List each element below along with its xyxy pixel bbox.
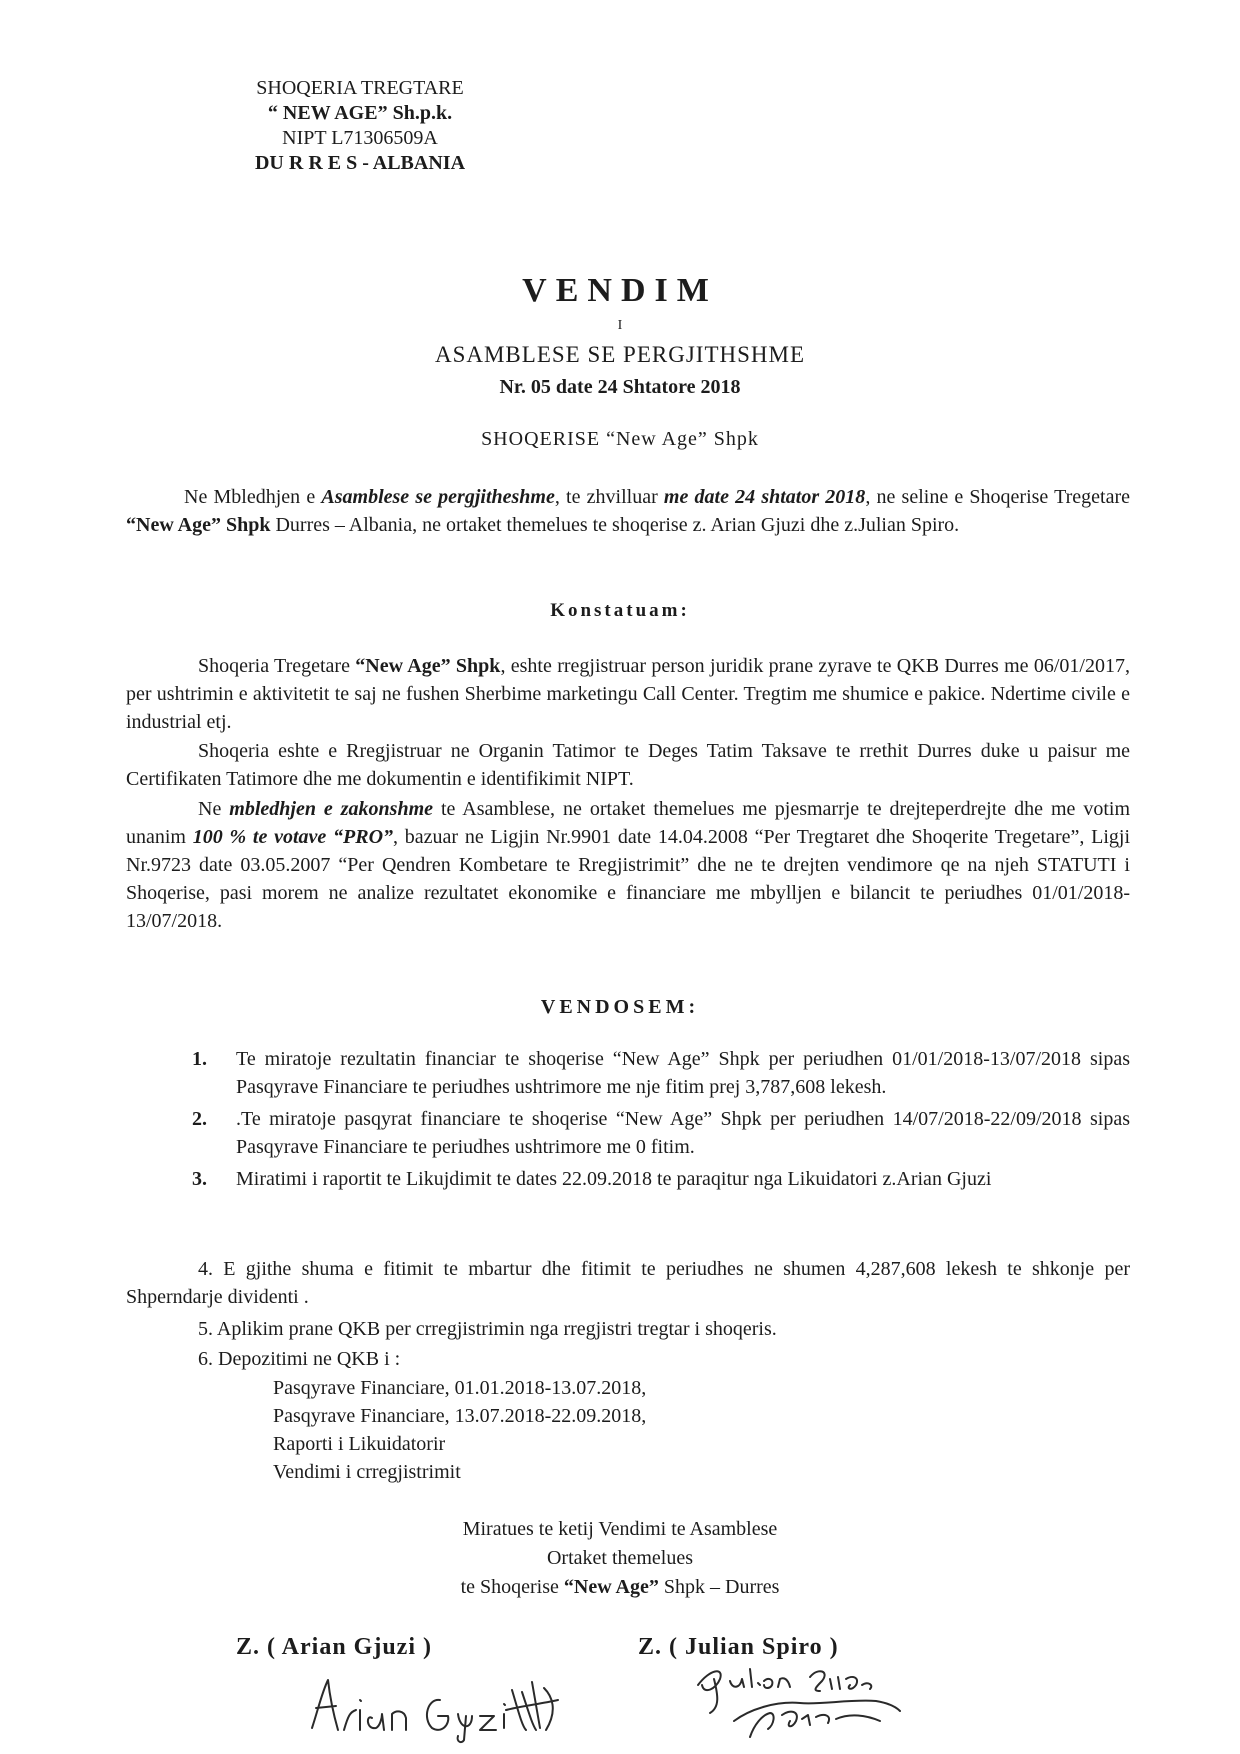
closing-text-c: Shpk – Durres <box>658 1576 780 1598</box>
intro-date: me date 24 shtator 2018 <box>663 486 866 508</box>
decision-item-4: 4. E gjithe shuma e fitimit te mbartur dhe fitimit te periudhes ne shumen 4,287,608 lekesh te shkonje per Shperndarje dividenti . <box>126 1258 1130 1308</box>
deposit-item: Pasqyrave Financiare, 01.01.2018-13.07.2018, <box>273 1377 647 1399</box>
decision-item-text: Miratimi i raportit te Likujdimit te dates 22.09.2018 te paraqitur nga Likuidatori z.Arian Gjuzi <box>236 1168 992 1190</box>
header-line-company-name: “ NEW AGE” Sh.p.k. <box>267 102 453 124</box>
decision-item-text: Te miratoje rezultatin financiar te shoqerise “New Age” Shpk per periudhen 01/01/2018-13/07/2018 sipas Pasqyrave Financiare te periudhes ushtrimore me nje fitim prej 3,787,608 lekesh. <box>236 1048 1130 1098</box>
company-line: SHOQERISE “New Age” Shpk <box>481 428 759 450</box>
k1-text-a: Shoqeria Tregetare <box>198 655 356 677</box>
konstatuam-paragraph-2: Shoqeria eshte e Rregjistruar ne Organin Tatimor te Deges Tatim Taksave te rrethit Durres duke u paisur me Certifikaten Tatimore dhe me dokumentin e identifikimit NIPT. <box>126 740 1130 790</box>
intro-paragraph <box>126 483 1130 539</box>
intro-company: “New Age” Shpk <box>126 514 271 536</box>
document-subtitle: ASAMBLESE SE PERGJITHSHME <box>434 342 806 367</box>
decision-item-number: 1. <box>192 1048 207 1070</box>
intro-text-1: Ne Mbledhjen e <box>184 486 322 508</box>
decision-item-5: 5. Aplikim prane QKB per crregjistrimin nga rregjistri tregtar i shoqeris. <box>198 1318 777 1340</box>
k3-votes: 100 % te votave “PRO” <box>192 826 394 848</box>
closing-line-3 <box>0 1572 1240 1602</box>
k3-text-c: te Asamblese, ne ortaket themelues me pjesmarrje te drejteperdrejte dhe me votim unanim <box>126 798 1131 848</box>
decision-item-6: 6. Depozitimi ne QKB i : <box>198 1348 401 1370</box>
decision-item <box>192 1105 1130 1161</box>
section-heading-konstatuam: Konstatuam: <box>550 600 690 621</box>
signature-arian-gjuzi <box>300 1670 600 1745</box>
title-connector: I <box>617 318 623 333</box>
section-heading-vendosem: VENDOSEM: <box>540 996 700 1018</box>
closing-text-a: te Shoqerise <box>460 1576 564 1598</box>
decision-number: Nr. 05 date 24 Shtatore 2018 <box>499 376 741 398</box>
header-line-company-type: SHOQERIA TREGTARE <box>256 77 464 99</box>
signature-julian-spiro <box>690 1655 920 1745</box>
closing-line-1: Miratues te ketij Vendimi te Asamblese <box>462 1518 778 1540</box>
deposit-item: Pasqyrave Financiare, 13.07.2018-22.09.2018, <box>273 1405 647 1427</box>
decision-item-number: 3. <box>192 1168 207 1190</box>
decision-list <box>192 1045 1130 1197</box>
signature-label-right: Z. ( Julian Spiro ) <box>638 1634 839 1660</box>
header-line-nipt: NIPT L71306509A <box>282 127 438 149</box>
deposit-item: Raporti i Likuidatorir <box>273 1433 446 1455</box>
company-header <box>200 76 520 176</box>
closing-company: “New Age” <box>563 1576 659 1598</box>
intro-text-3: , te zhvilluar <box>554 486 664 508</box>
intro-assembly: Asamblese se pergjitheshme <box>321 486 555 508</box>
k1-company: “New Age” Shpk <box>355 655 501 677</box>
decision-item <box>192 1165 1130 1193</box>
document-title: VENDIM <box>522 272 718 309</box>
header-line-city: DU R R E S - ALBANIA <box>254 152 466 174</box>
k3-text-a: Ne <box>198 798 230 820</box>
k1-text-c: , eshte rregjistruar person juridik prane zyrave te QKB Durres me 06/01/2017, per ushtrimin e aktivitetit te saj ne fushen Sherbime marketingu Call Center. Tregtim me shumice e pakice. Ndertime civile e industrial etj. <box>126 655 1130 733</box>
intro-text-7: Durres – Albania, ne ortaket themelues te shoqerise z. Arian Gjuzi dhe z.Julian Spiro. <box>270 514 960 536</box>
decision-item-number: 2. <box>192 1108 207 1130</box>
signature-label-left: Z. ( Arian Gjuzi ) <box>236 1634 432 1660</box>
k3-text-e: , bazuar ne Ligjin Nr.9901 date 14.04.2008 “Per Tregtaret dhe Shoqerite Tregetare”, Ligji Nr.9723 date 03.05.2007 “Per Qendren Kombetare te Rregjistrimit” dhe ne te drejten vendimore qe na njeh STATUTI i Shoqerise, pasi morem ne analize rezultatet ekonomike e financiare me mbylljen e bilancit te periudhes 01/01/2018-13/07/2018. <box>126 826 1131 932</box>
decision-item <box>192 1045 1130 1101</box>
konstatuam-paragraph-3 <box>126 795 1130 935</box>
intro-text-5: , ne seline e Shoqerise Tregetare <box>865 486 1131 508</box>
konstatuam-paragraph-1 <box>126 652 1130 736</box>
deposit-item: Vendimi i crregjistrimit <box>273 1461 461 1483</box>
decision-item-text: .Te miratoje pasqyrat financiare te shoqerise “New Age” Shpk per periudhen 14/07/2018-22/09/2018 sipas Pasqyrave Financiare te periudhes ushtrimore me 0 fitim. <box>236 1108 1130 1158</box>
k3-meeting: mbledhjen e zakonshme <box>229 798 434 820</box>
closing-line-2: Ortaket themelues <box>546 1547 694 1569</box>
